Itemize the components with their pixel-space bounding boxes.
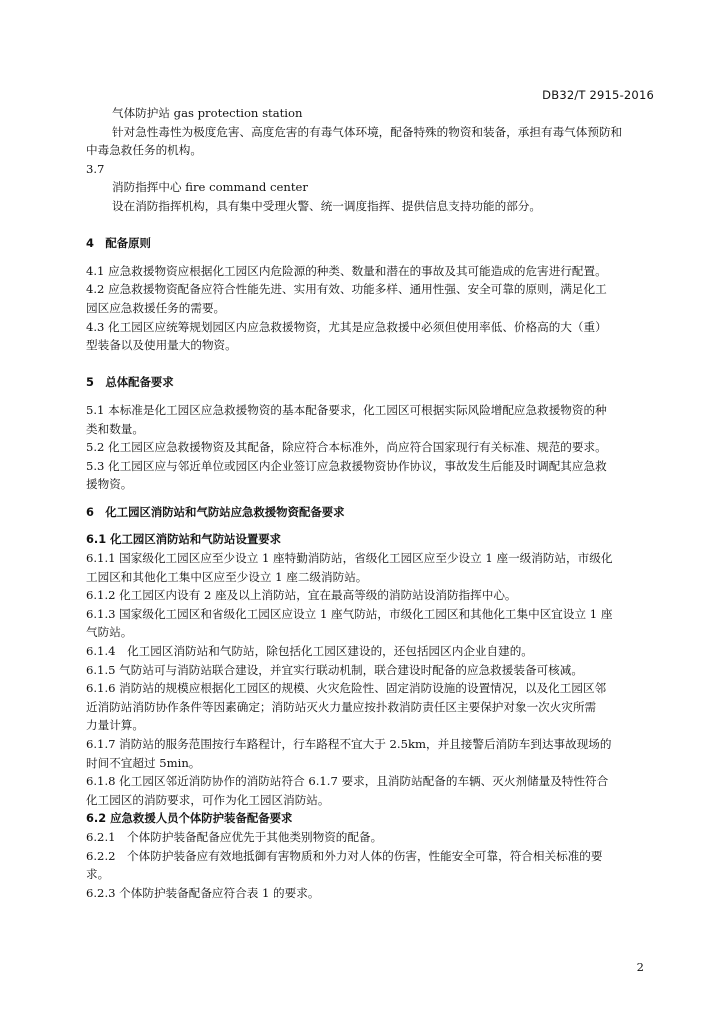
subsection-heading: 6.1 化工园区消防站和气防站设置要求 — [86, 532, 282, 547]
term-definition-line: 设在消防指挥机构，具有集中受理火警、统一调度指挥、提供信息支持功能的部分。 — [112, 198, 541, 213]
paragraph-line: 4.2 应急救援物资配备应符合性能先进、实用有效、功能多样、通用性强、安全可靠的原则，满足化工 — [86, 282, 607, 297]
paragraph-line: 6.1.8 化工园区邻近消防协作的消防站符合 6.1.7 要求，且消防站配备的车辆、灭火剂储量及特性符合 — [86, 774, 609, 789]
paragraph-line: 6.1.4 化工园区消防站和气防站，除包括化工园区建设的，还包括园区内企业自建的。 — [86, 644, 533, 659]
section-heading: 4 配备原则 — [86, 236, 151, 251]
paragraph-line: 化工园区的消防要求，可作为化工园区消防站。 — [86, 792, 330, 807]
paragraph-line: 近消防站消防协作条件等因素确定；消防站灭火力量应按扑救消防责任区主要保护对象一次火灾所需 — [86, 699, 597, 714]
term-title-fire-command-center: 消防指挥中心 fire command center — [112, 180, 308, 195]
paragraph-line: 4.1 应急救援物资应根据化工园区内危险源的种类、数量和潜在的事故及其可能造成的危害进行配置。 — [86, 263, 607, 278]
paragraph-line: 4.3 化工园区应统筹规划园区内应急救援物资，尤其是应急救援中必须但使用率低、价格高的大（重） — [86, 319, 607, 334]
paragraph-line: 气防站。 — [86, 625, 133, 640]
paragraph-line: 5.1 本标准是化工园区应急救援物资的基本配备要求，化工园区可根据实际风险增配应急救援物资的种 — [86, 402, 607, 417]
page-number: 2 — [636, 960, 644, 974]
section-heading: 5 总体配备要求 — [86, 375, 174, 390]
paragraph-line: 求。 — [86, 867, 110, 882]
paragraph-line: 类和数量。 — [86, 421, 144, 436]
paragraph-line: 工园区和其他化工集中区应至少设立 1 座二级消防站。 — [86, 569, 368, 584]
paragraph-line: 园区应急救援任务的需要。 — [86, 300, 226, 315]
paragraph-line: 6.2.3 个体防护装备配备应符合表 1 的要求。 — [86, 885, 320, 900]
clause-number: 3.7 — [86, 161, 105, 176]
paragraph-line: 6.1.7 消防站的服务范围按行车路程计，行车路程不宜大于 2.5km，并且接警后消防车到达事故现场的 — [86, 737, 612, 751]
paragraph-line: 型装备以及使用量大的物资。 — [86, 338, 237, 353]
paragraph-line: 6.1.6 消防站的规模应根据化工园区的规模、火灾危险性、固定消防设施的设置情况，以及化工园区邻 — [86, 681, 607, 696]
paragraph-line: 5.3 化工园区应与邻近单位或园区内企业签订应急救援物资协作协议，事故发生后能及时调配其应急救 — [86, 458, 607, 473]
page-body — [86, 104, 661, 902]
paragraph-line: 援物资。 — [86, 477, 133, 492]
paragraph-line: 6.1.2 化工园区内设有 2 座及以上消防站，宜在最高等级的消防站设消防指挥中心。 — [86, 588, 517, 603]
paragraph-line: 6.1.1 国家级化工园区应至少设立 1 座特勤消防站，省级化工园区应至少设立 1 座一级消防站，市级化 — [86, 551, 613, 566]
term-definition-line: 针对急性毒性为极度危害、高度危害的有毒气体环境，配备特殊的物资和装备，承担有毒气体预防和 — [112, 124, 623, 139]
paragraph-line: 6.2.1 个体防护装备配备应优先于其他类别物资的配备。 — [86, 829, 383, 844]
section-heading: 6 化工园区消防站和气防站应急救援物资配备要求 — [86, 504, 345, 519]
paragraph-line: 6.1.5 气防站可与消防站联合建设，并宜实行联动机制，联合建设时配备的应急救援装备可核减。 — [86, 662, 583, 677]
paragraph-line: 5.2 化工园区应急救援物资及其配备，除应符合本标准外，尚应符合国家现行有关标准、规范的要求。 — [86, 440, 607, 455]
paragraph-line: 6.2.2 个体防护装备应有效地抵御有害物质和外力对人体的伤害，性能安全可靠，符合相关标准的要 — [86, 848, 603, 863]
paragraph-line: 时间不宜超过 5min。 — [86, 755, 201, 770]
term-title-gas-protection-station: 气体防护站 gas protection station — [112, 106, 303, 120]
paragraph-line: 6.1.3 国家级化工园区和省级化工园区应设立 1 座气防站，市级化工园区和其他化工集中区宜设立 1 座 — [86, 606, 613, 621]
document-code: DB32/T 2915-2016 — [542, 88, 654, 102]
term-definition-line: 中毒急救任务的机构。 — [86, 143, 202, 158]
subsection-heading: 6.2 应急救援人员个体防护装备配备要求 — [86, 811, 293, 826]
paragraph-line: 力量计算。 — [86, 718, 144, 733]
